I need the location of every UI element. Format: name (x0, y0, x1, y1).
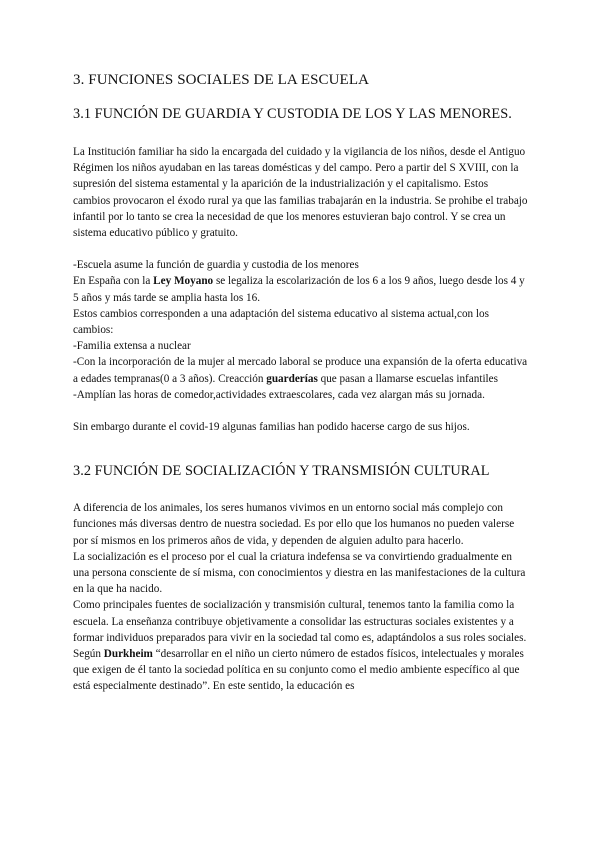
document-body (73, 70, 528, 695)
paragraph-durkheim: Según Durkheim “desarrollar en el niño un cierto número de estados físicos, intelectuales y morales que exigen de él tanto la sociedad política en su conjunto como el medio ambiente específico al que está especialmente destinado”. En este sentido, la educación es (73, 648, 524, 693)
line-familia-nuclear: -Familia extensa a nuclear (73, 340, 191, 353)
paragraph-incorporacion-mujer: -Con la incorporación de la mujer al mercado laboral se produce una expansión de la oferta educativa a edades tempranas(0 a 3 años). Creacción guarderías que pasan a llamarse escuelas infantiles (73, 356, 528, 385)
bold-durkheim: Durkheim (103, 648, 153, 661)
paragraph-institucion-familiar: La Institución familiar ha sido la encargada del cuidado y la vigilancia de los niños, desde el Antiguo Régimen los niños ayudaban en las tareas domésticas y del campo. Pero a partir del S XVIII, con la supresión del sistema estamental y la aparición de la industrialización y el capitalismo. Estos cambios provocaron el éxodo rural ya que las familias trabajarán en la industria. Se prohibe el trabajo infantil por lo tanto se crea la necesidad de que los menores estuvieran bajo control. Y se crea un sistema educativo público y gratuito. (73, 146, 528, 240)
paragraph-diferencia-animales: A diferencia de los animales, los seres humanos vivimos en un entorno social más complejo con funciones más diversas dentro de nuestra sociedad. Es por ello que los humanos no pueden valerse por sí mismos en los primeros años de vida, y dependen de alguien adulto para hacerlo. (73, 502, 515, 547)
paragraph-cambios: Estos cambios corresponden a una adaptación del sistema educativo al sistema actual,con los cambios: (73, 307, 489, 337)
bold-guarderias: guarderías (266, 372, 318, 385)
line-escuela-asume: -Escuela asume la función de guardia y custodia de los menores (73, 259, 359, 272)
section-heading-guardia: 3.1 FUNCIÓN DE GUARDIA Y CUSTODIA DE LOS Y LAS MENORES. (73, 106, 512, 122)
line-amplian-horas: -Amplían las horas de comedor,actividades extraescolares, cada vez alargan más su jornada. (73, 388, 485, 401)
paragraph-fuentes-socializacion: Como principales fuentes de socialización y transmisión cultural, tenemos tanto la familia como la escuela. La enseñanza contribuye objetivamente a consolidar las estructuras sociales existentes y a formar individuos preparados para vivir en la sociedad tal como es, adaptándolos a sus roles sociales. (73, 599, 527, 644)
page-title: 3. FUNCIONES SOCIALES DE LA ESCUELA (73, 72, 370, 88)
bold-ley-moyano: Ley Moyano (153, 275, 214, 288)
paragraph-socializacion: La socialización es el proceso por el cual la criatura indefensa se va convirtiendo gradualmente en una persona consciente de sí misma, con conocimientos y diestra en las manifestaciones de la cultura en la que ha nacido. (73, 550, 526, 596)
paragraph-covid: Sin embargo durante el covid-19 algunas familias han podido hacerse cargo de sus hijos. (73, 421, 470, 434)
section-heading-socializacion: 3.2 FUNCIÓN DE SOCIALIZACIÓN Y TRANSMISIÓN CULTURAL (73, 463, 490, 480)
paragraph-ley-moyano: En España con la Ley Moyano se legaliza la escolarización de los 6 a los 9 años, luego desde los 4 y 5 años y más tarde se amplia hasta los 16. (73, 275, 525, 304)
